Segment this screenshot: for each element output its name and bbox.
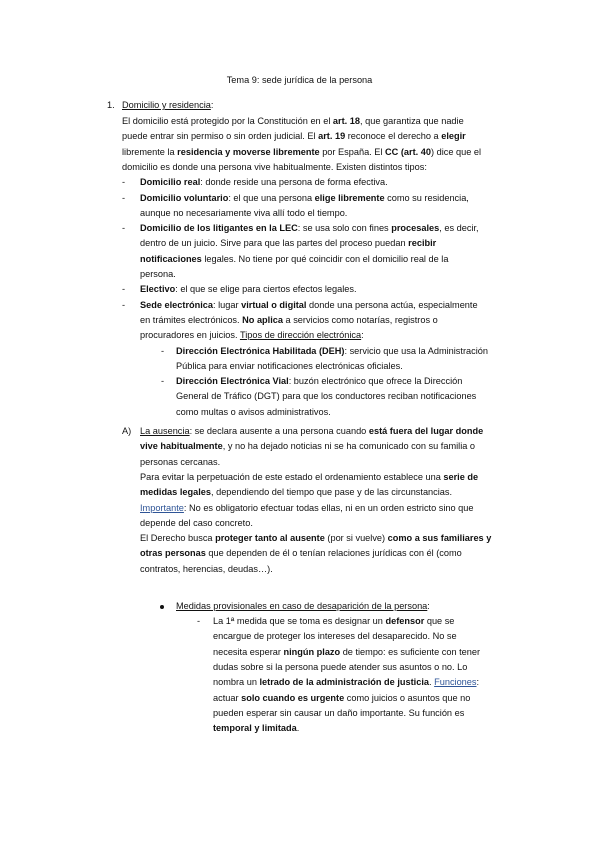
bold-text: defensor	[385, 616, 425, 626]
text-run: donde una persona actúa, especialmente	[306, 299, 478, 310]
text-run: : se usa solo con fines	[297, 223, 392, 234]
text-run: por España. El	[319, 146, 386, 157]
text-run: procuradores en juicios.	[140, 330, 240, 341]
bold-text: Domicilio de los litigantes en la LEC	[140, 223, 298, 234]
list-item-line	[140, 298, 478, 313]
text-run: : lugar	[213, 299, 242, 310]
list-item-line	[140, 175, 388, 190]
bold-text: letrado de la administración de justicia	[259, 677, 429, 688]
text-run: nombra un	[213, 677, 260, 688]
text-run: (por si vuelve)	[324, 533, 388, 544]
bold-text: recibir	[408, 238, 437, 249]
list-item-line	[140, 313, 438, 328]
bullet-dash: -	[122, 284, 126, 295]
link-text[interactable]: Funciones	[434, 677, 477, 688]
bold-text: elegir	[441, 131, 466, 142]
text-run: Pública para enviar notificaciones electrónicas oficiales.	[176, 360, 403, 371]
text-run: dudas sobre si la persona puede atender sus asuntos o no. Lo	[213, 661, 468, 672]
paragraph-line	[140, 424, 483, 439]
paragraph-line	[140, 470, 478, 485]
text-run: necesita esperar	[213, 646, 284, 657]
text-run: dentro de un juicio. Sirve para que las partes del proceso puedan	[140, 238, 409, 249]
section-heading-text: Domicilio y residencia	[122, 100, 211, 110]
bold-text: proteger tanto al ausente	[215, 533, 325, 544]
bold-text: Domicilio real	[140, 177, 201, 188]
nested-paragraph-line	[213, 675, 479, 690]
text-run: encargue de proteger los intereses del desaparecido. No se	[213, 631, 457, 642]
measures-heading	[176, 599, 430, 614]
bold-text: art. 19	[318, 131, 346, 142]
sublist-item-line	[176, 374, 462, 389]
paragraph-line	[140, 531, 491, 546]
text-run: : donde reside una persona de forma efectiva.	[200, 177, 388, 188]
sublist-item-line	[176, 344, 488, 359]
text-run: : servicio que usa la Administración	[344, 345, 488, 356]
text-run: La ausencia	[140, 426, 190, 436]
list-item-line	[140, 282, 357, 297]
nested-paragraph-line	[213, 645, 480, 660]
text-run: libremente la	[122, 146, 178, 157]
list-item-line	[140, 236, 436, 251]
text-run: Para evitar la perpetuación de este estado el ordenamiento establece una	[140, 471, 444, 482]
paragraph-line	[140, 562, 273, 577]
list-item-line	[140, 191, 469, 206]
nested-paragraph-line	[213, 614, 454, 629]
bold-text: Domicilio voluntario	[140, 192, 229, 203]
sublist-item-line	[176, 405, 331, 420]
bold-text: otras personas	[140, 548, 206, 559]
text-run: reconoce el derecho a	[345, 131, 442, 142]
paragraph-line	[122, 145, 481, 160]
paragraph-line	[140, 516, 253, 531]
bold-text: CC (art. 40	[385, 146, 431, 157]
text-run: : se declara ausente a una persona cuando	[189, 426, 369, 436]
bullet-dot	[160, 605, 164, 609]
text-run: El Derecho busca	[140, 533, 216, 544]
text-run: personas cercanas.	[140, 456, 221, 467]
text-run: persona.	[140, 269, 176, 279]
bullet-dash: -	[197, 616, 201, 626]
bold-text: vive habitualmente	[140, 441, 223, 452]
nested-paragraph-line	[213, 706, 464, 721]
bullet-dash: -	[122, 299, 126, 310]
paragraph-line	[140, 485, 452, 500]
bold-text: está fuera del lugar donde	[368, 426, 484, 436]
text-run: : el que se elige para ciertos efectos legales.	[175, 284, 357, 295]
nested-paragraph-line	[213, 721, 299, 736]
text-run: : No es obligatorio efectuar todas ellas, ni en un orden estricto sino que	[183, 502, 474, 513]
bold-text: solo cuando es urgente	[241, 692, 345, 703]
paragraph-line	[140, 501, 474, 516]
text-run: :	[361, 330, 364, 341]
bold-text: como a sus familiares y	[387, 533, 492, 544]
text-run: La 1ª medida que se toma es designar un	[213, 616, 386, 626]
text-run: Tipos de dirección electrónica	[239, 330, 362, 341]
bold-text: No aplica	[242, 314, 283, 325]
measures-heading-text: Medidas provisionales en caso de desaparición de la persona	[176, 601, 428, 611]
paragraph-line	[122, 129, 466, 144]
list-item-line	[140, 328, 364, 343]
nested-paragraph-line	[213, 660, 467, 675]
text-run: de tiempo: es suficiente con tener	[340, 646, 481, 657]
text-run: como multas o avisos administrativos.	[176, 406, 331, 417]
text-run: , dependiendo del tiempo que pase y de las circunstancias.	[210, 487, 453, 498]
bold-text: art. 18	[332, 116, 360, 126]
text-run: .	[296, 723, 300, 734]
text-run: , y no ha dejado noticias ni se ha comunicado con su familia o	[222, 441, 476, 452]
text-run: :	[476, 677, 480, 688]
text-run: : buzón electrónico que ofrece la Dirección	[288, 376, 463, 387]
text-run: aunque no necesariamente viva allí todo el tiempo.	[140, 207, 348, 218]
text-run: como su residencia,	[384, 192, 469, 203]
section-heading-colon: :	[210, 100, 214, 110]
text-run: que dependen de él o tenían relaciones jurídicas con él (como	[205, 548, 462, 559]
text-run: pueden esperar sin causar un daño importante. Su función es	[213, 707, 465, 718]
section-heading	[122, 98, 213, 113]
bold-text: Sede electrónica	[140, 299, 214, 310]
text-run: El domicilio está protegido por la Constitución en el	[122, 116, 333, 126]
text-run: depende del caso concreto.	[140, 517, 253, 528]
paragraph-line	[122, 160, 427, 175]
text-run: a servicios como notarías, registros o	[283, 314, 438, 325]
link-text[interactable]: Importante	[140, 502, 184, 513]
bold-text: ningún plazo	[283, 646, 341, 657]
bullet-dash: -	[161, 345, 165, 356]
bold-text: medidas legales	[140, 487, 211, 498]
bold-text: residencia y moverse libremente	[177, 146, 320, 157]
bold-text: procesales	[391, 223, 440, 234]
bullet-dash: -	[122, 177, 126, 188]
bold-text: Dirección Electrónica Habilitada (DEH)	[176, 345, 345, 356]
text-run: en trámites electrónicos.	[140, 314, 243, 325]
text-run: domicilio es donde una persona vive habitualmente. Existen distintos tipos:	[122, 161, 427, 172]
text-run: .	[429, 677, 435, 688]
paragraph-line	[140, 455, 220, 470]
list-item-line	[140, 206, 347, 221]
bold-text: Dirección Electrónica Vial	[176, 376, 289, 387]
text-run: , es decir,	[439, 223, 479, 234]
page-title: Tema 9: sede jurídica de la persona	[226, 75, 373, 85]
nested-paragraph-line	[213, 629, 457, 644]
text-run: ) dice que el	[430, 146, 482, 157]
text-run: : el que una persona	[228, 192, 315, 203]
list-item-line	[140, 267, 176, 282]
measures-heading-colon: :	[427, 601, 430, 611]
list-item-line	[140, 221, 479, 236]
section-number: 1.	[107, 100, 115, 110]
text-run: contratos, herencias, deudas…).	[140, 563, 273, 574]
text-run: puede entrar sin permiso o sin orden judicial. El	[122, 131, 319, 142]
bold-text: temporal y limitada	[213, 723, 297, 734]
bold-text: notificaciones	[140, 253, 202, 264]
text-run: , que garantiza que nadie	[360, 116, 464, 126]
bold-text: Electivo	[140, 284, 176, 295]
paragraph-line	[122, 114, 464, 129]
bullet-dash: -	[161, 376, 165, 387]
section-marker: A)	[122, 426, 132, 436]
paragraph-line	[140, 439, 475, 454]
text-run: que se	[424, 616, 455, 626]
list-item-line	[140, 252, 448, 267]
text-run: como juicios o asuntos que no	[344, 692, 471, 703]
bullet-dash: -	[122, 192, 126, 203]
text-run: actuar	[213, 692, 242, 703]
sublist-item-line	[176, 359, 403, 374]
text-run: legales. No tiene por qué coincidir con el domicilio real de la	[201, 253, 449, 264]
sublist-item-line	[176, 389, 476, 404]
text-run: General de Tráfico (DGT) para que los conductores reciban notificaciones	[176, 391, 477, 402]
paragraph-line	[140, 546, 462, 561]
bold-text: serie de	[443, 471, 479, 482]
nested-paragraph-line	[213, 691, 470, 706]
bold-text: virtual o digital	[241, 299, 307, 310]
bold-text: elige libremente	[314, 192, 385, 203]
bullet-dash: -	[122, 223, 126, 234]
